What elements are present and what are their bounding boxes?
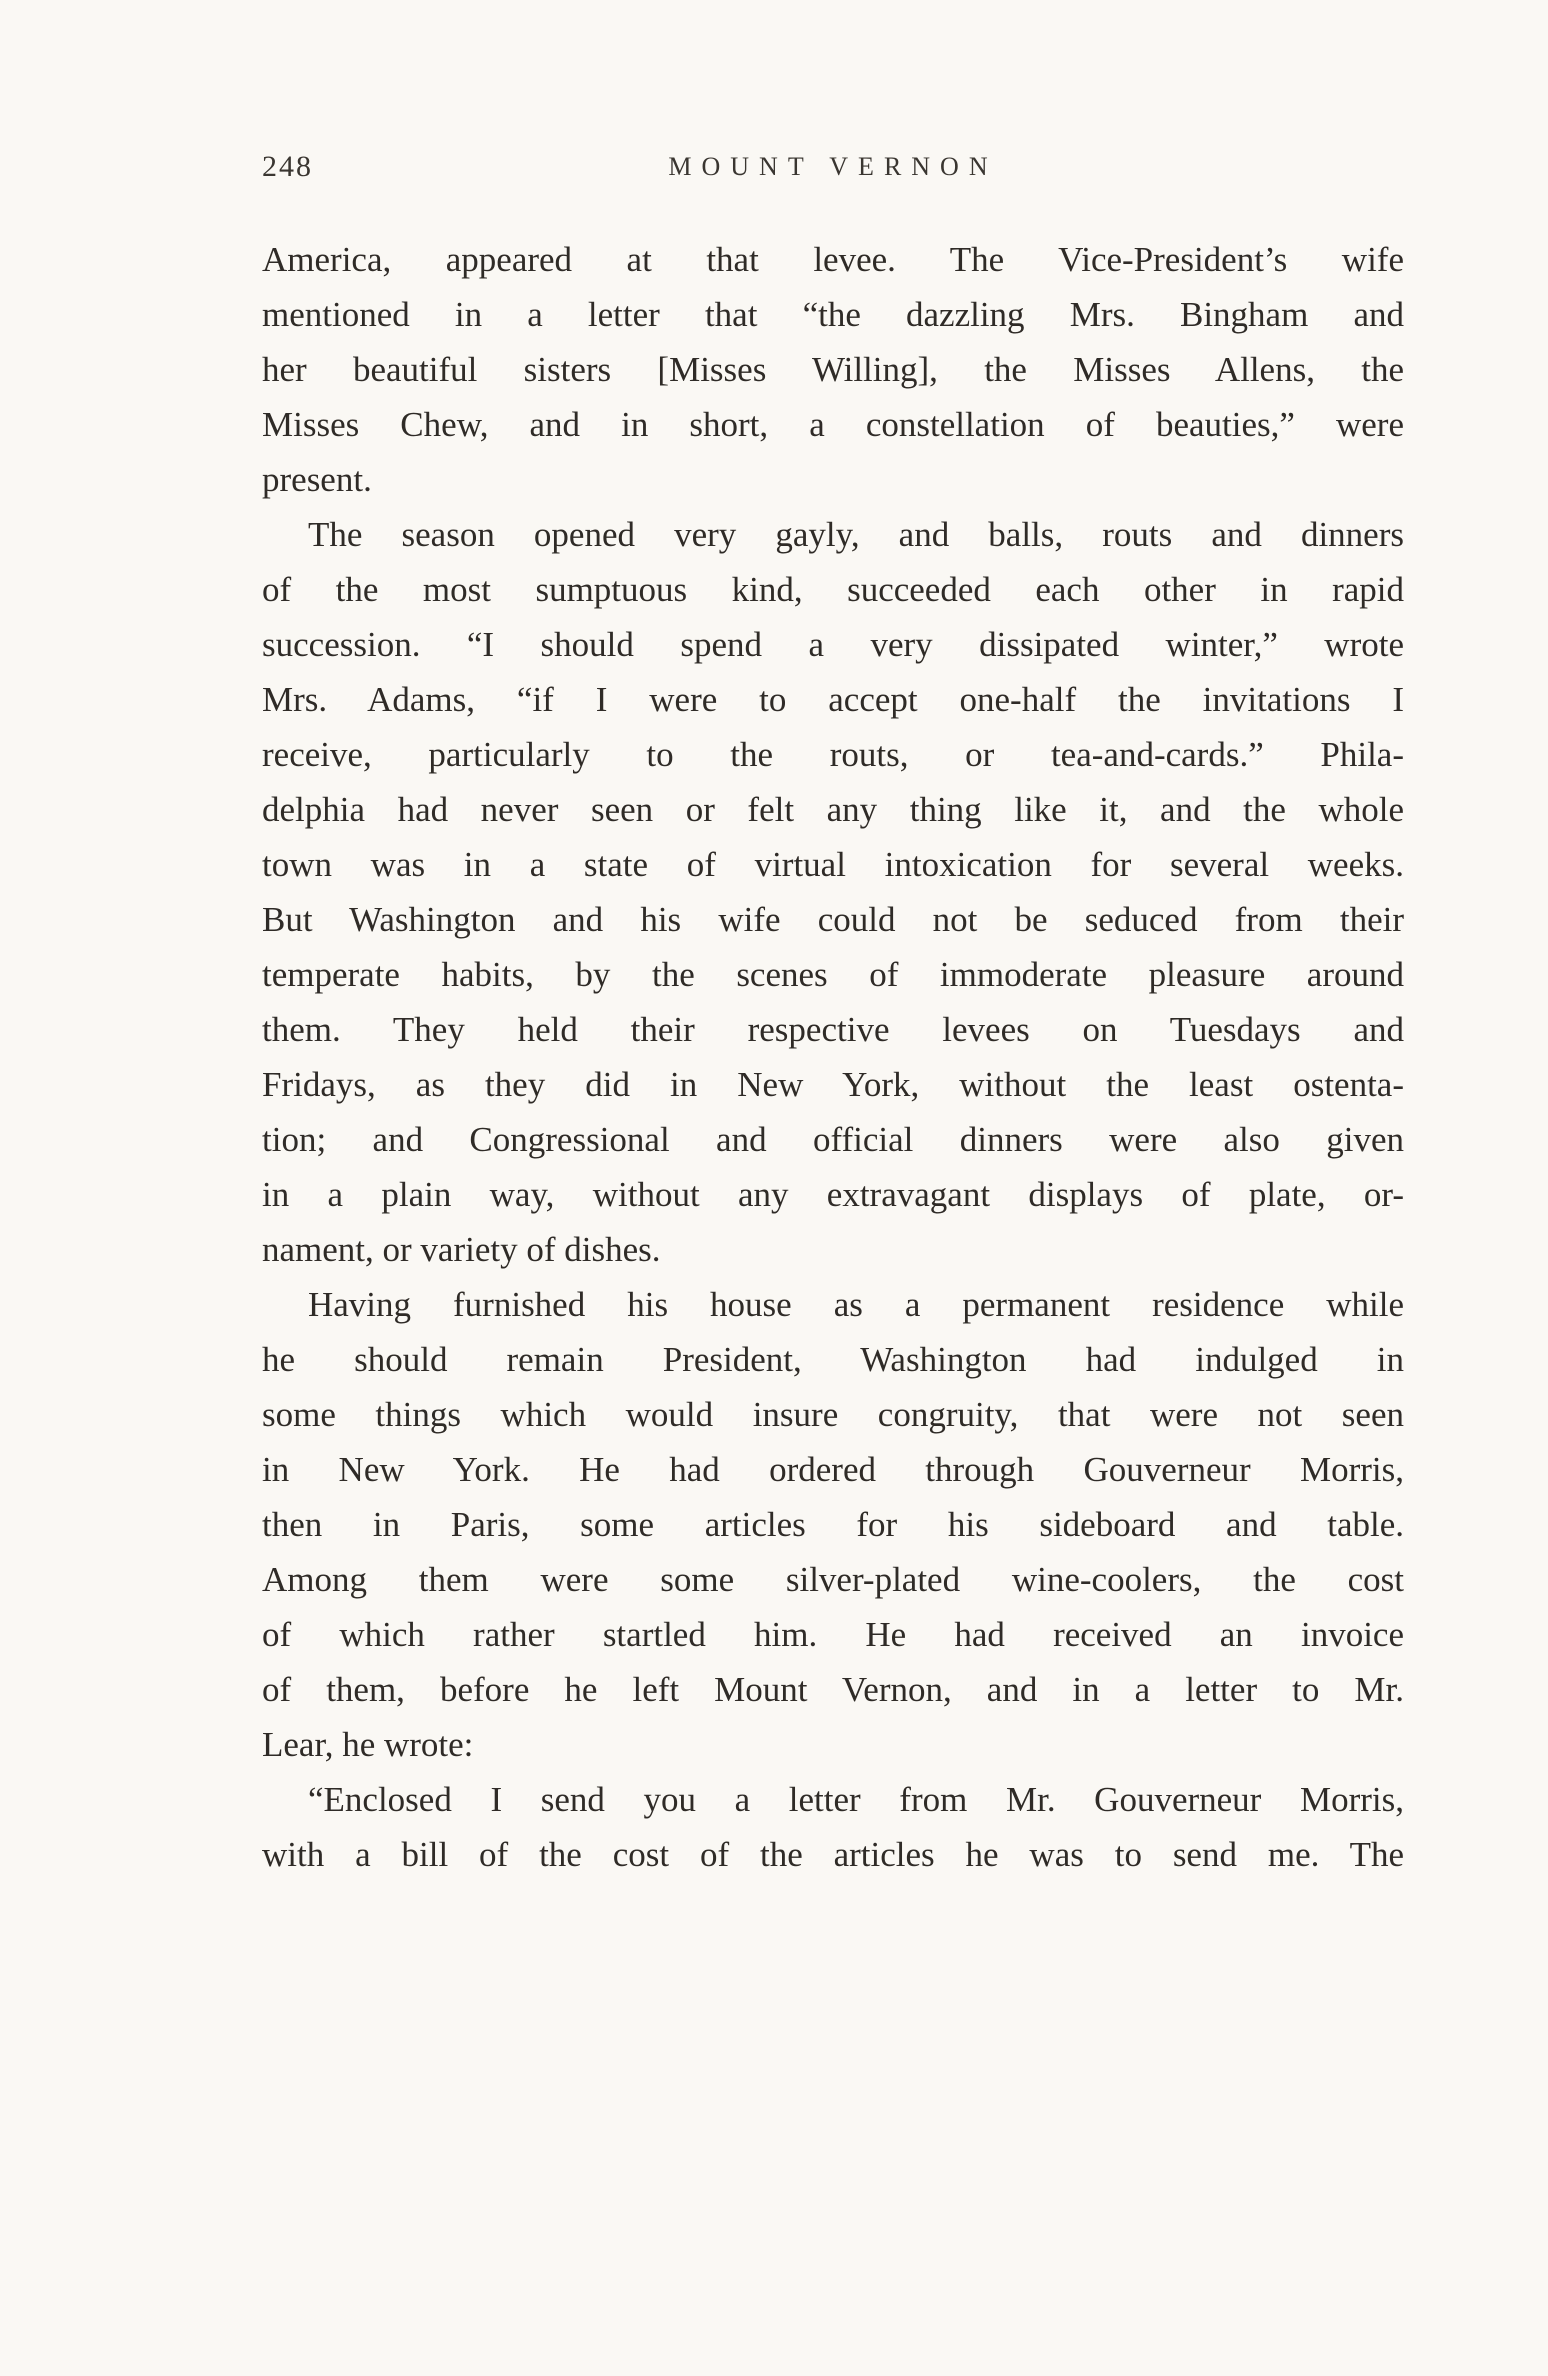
text-line: Among them were some silver-plated wine-coolers, the cost [262, 1560, 1404, 1599]
text-line: mentioned in a letter that “the dazzling Mrs. Bingham and [262, 295, 1404, 334]
text-line: them. They held their respective levees on Tuesdays and [262, 1010, 1404, 1049]
text-line: town was in a state of virtual intoxication for several weeks. [262, 845, 1404, 884]
text-line: in a plain way, without any extravagant displays of plate, or- [262, 1175, 1404, 1214]
text-line: nament, or variety of dishes. [262, 1230, 661, 1269]
text-line: America, appeared at that levee. The Vice-President’s wife [262, 240, 1404, 279]
body-text [262, 232, 1404, 1882]
text-line: Mrs. Adams, “if I were to accept one-half the invitations I [262, 680, 1404, 719]
text-line: of them, before he left Mount Vernon, and in a letter to Mr. [262, 1670, 1404, 1709]
text-line: Misses Chew, and in short, a constellation of beauties,” were [262, 405, 1404, 444]
running-head [262, 150, 1404, 200]
text-line: tion; and Congressional and official dinners were also given [262, 1120, 1404, 1159]
text-line: Fridays, as they did in New York, without the least ostenta- [262, 1065, 1404, 1104]
text-line: Lear, he wrote: [262, 1725, 474, 1764]
text-line: of which rather startled him. He had received an invoice [262, 1615, 1404, 1654]
text-line: receive, particularly to the routs, or tea-and-cards.” Phila- [262, 735, 1404, 774]
text-line: some things which would insure congruity, that were not seen [262, 1395, 1404, 1434]
text-line: then in Paris, some articles for his sideboard and table. [262, 1505, 1404, 1544]
text-line: present. [262, 460, 372, 499]
text-line: succession. “I should spend a very dissipated winter,” wrote [262, 625, 1404, 664]
text-line: The season opened very gayly, and balls, routs and dinners [308, 515, 1404, 554]
text-line: temperate habits, by the scenes of immoderate pleasure around [262, 955, 1404, 994]
text-line: delphia had never seen or felt any thing like it, and the whole [262, 790, 1404, 829]
running-title: MOUNT VERNON [668, 152, 998, 181]
text-line: with a bill of the cost of the articles he was to send me. The [262, 1835, 1404, 1874]
text-line: her beautiful sisters [Misses Willing], the Misses Allens, the [262, 350, 1404, 389]
text-line: he should remain President, Washington had indulged in [262, 1340, 1404, 1379]
page-number: 248 [262, 150, 313, 183]
text-line: of the most sumptuous kind, succeeded each other in rapid [262, 570, 1404, 609]
text-line: in New York. He had ordered through Gouverneur Morris, [262, 1450, 1404, 1489]
text-line: Having furnished his house as a permanent residence while [308, 1285, 1404, 1324]
text-line: But Washington and his wife could not be seduced from their [262, 900, 1404, 939]
text-line: “Enclosed I send you a letter from Mr. Gouverneur Morris, [308, 1780, 1404, 1819]
